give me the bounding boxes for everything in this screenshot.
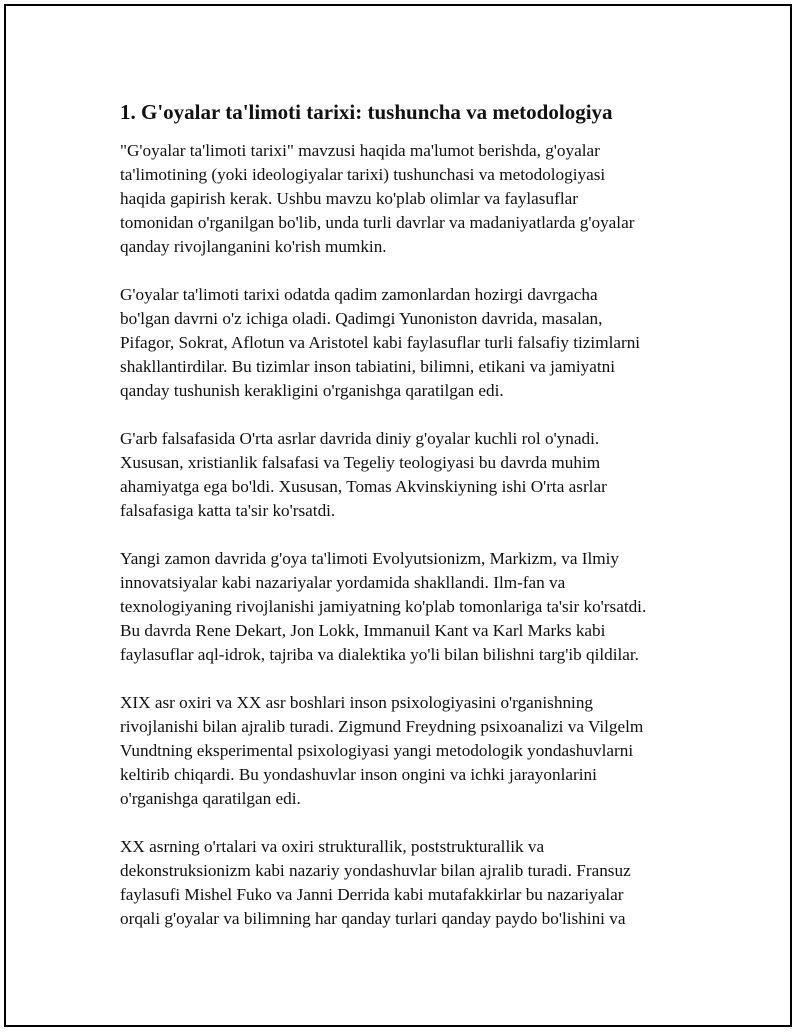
- paragraph-4: [120, 547, 700, 667]
- text-line: Bu davrda Rene Dekart, Jon Lokk, Immanuil Kant va Karl Marks kabi: [120, 621, 606, 640]
- text-line: haqida gapirish kerak. Ushbu mavzu ko'plab olimlar va faylasuflar: [120, 189, 578, 208]
- text-line: ahamiyatga ega bo'ldi. Xususan, Tomas Akvinskiyning ishi O'rta asrlar: [120, 477, 607, 496]
- text-line: ta'limotining (yoki ideologiyalar tarixi) tushunchasi va metodologiyasi: [120, 165, 606, 184]
- text-line: "G'oyalar ta'limoti tarixi" mavzusi haqida ma'lumot berishda, g'oyalar: [120, 141, 600, 160]
- text-line: Pifagor, Sokrat, Aflotun va Aristotel kabi faylasuflar turli falsafiy tizimlarni: [120, 333, 641, 352]
- document-body: [120, 98, 700, 955]
- text-line: keltirib chiqardi. Bu yondashuvlar inson ongini va ichki jarayonlarini: [120, 765, 597, 784]
- paragraph-1: [120, 139, 700, 259]
- text-line: bo'lgan davrni o'z ichiga oladi. Qadimgi Yunoniston davrida, masalan,: [120, 309, 603, 328]
- text-line: rivojlanishi bilan ajralib turadi. Zigmund Freydning psixoanalizi va Vilgelm: [120, 717, 644, 736]
- text-line: falsafasiga katta ta'sir ko'rsatdi.: [120, 501, 336, 520]
- document-title: 1. G'oyalar ta'limoti tarixi: tushuncha va metodologiya: [120, 100, 613, 124]
- paragraph-2: [120, 283, 700, 403]
- text-line: texnologiyaning rivojlanishi jamiyatning ko'plab tomonlariga ta'sir ko'rsatdi.: [120, 597, 647, 616]
- paragraph-3: [120, 427, 700, 523]
- text-line: Vundtning eksperimental psixologiyasi yangi metodologik yondashuvlarni: [120, 741, 634, 760]
- text-line: tomonidan o'rganilgan bo'lib, unda turli davrlar va madaniyatlarda g'oyalar: [120, 213, 635, 232]
- text-line: dekonstruksionizm kabi nazariy yondashuvlar bilan ajralib turadi. Fransuz: [120, 861, 631, 880]
- paragraph-5: [120, 691, 700, 811]
- text-line: faylasufi Mishel Fuko va Janni Derrida kabi mutafakkirlar bu nazariyalar: [120, 885, 624, 904]
- text-line: o'rganishga qaratilgan edi.: [120, 789, 301, 808]
- text-line: Yangi zamon davrida g'oya ta'limoti Evolyutsionizm, Markizm, va Ilmiy: [120, 549, 619, 568]
- text-line: shakllantirdilar. Bu tizimlar inson tabiatini, bilimni, etikani va jamiyatni: [120, 357, 616, 376]
- text-line: orqali g'oyalar va bilimning har qanday turlari qanday paydo bo'lishini va: [120, 909, 626, 928]
- text-line: innovatsiyalar kabi nazariyalar yordamida shakllandi. Ilm-fan va: [120, 573, 566, 592]
- page-frame: [4, 4, 792, 1027]
- text-line: Xususan, xristianlik falsafasi va Tegeliy teologiyasi bu davrda muhim: [120, 453, 601, 472]
- text-line: XIX asr oxiri va XX asr boshlari inson psixologiyasini o'rganishning: [120, 693, 594, 712]
- text-line: qanday rivojlanganini ko'rish mumkin.: [120, 237, 387, 256]
- text-line: XX asrning o'rtalari va oxiri strukturallik, poststrukturallik va: [120, 837, 545, 856]
- text-line: faylasuflar aql-idrok, tajriba va dialektika yo'li bilan bilishni targ'ib qildilar.: [120, 645, 639, 664]
- paragraph-6: [120, 835, 700, 931]
- text-line: G'arb falsafasida O'rta asrlar davrida diniy g'oyalar kuchli rol o'ynadi.: [120, 429, 600, 448]
- text-line: qanday tushunish kerakligini o'rganishga qaratilgan edi.: [120, 381, 504, 400]
- text-line: G'oyalar ta'limoti tarixi odatda qadim zamonlardan hozirgi davrgacha: [120, 285, 598, 304]
